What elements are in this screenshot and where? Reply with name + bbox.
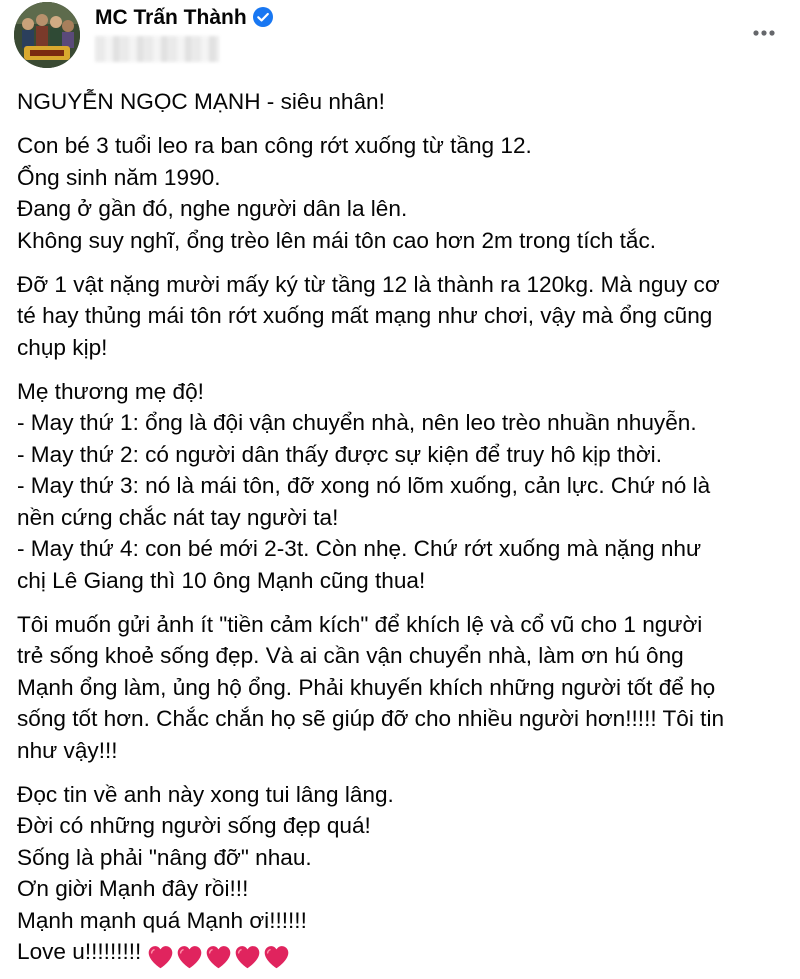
more-options-icon[interactable] xyxy=(752,24,776,42)
post-paragraph xyxy=(17,269,787,364)
more-options-button[interactable] xyxy=(746,18,782,48)
hearts-row xyxy=(147,940,292,972)
post-line: Sống là phải "nâng đỡ" nhau. xyxy=(17,844,312,870)
post-paragraph xyxy=(17,130,787,256)
post-paragraph xyxy=(17,779,787,972)
post-body xyxy=(17,86,787,972)
post-line: Đọc tin về anh này xong tui lâng lâng. xyxy=(17,781,394,807)
love-text: Love u!!!!!!!!! xyxy=(17,939,142,964)
post-line: NGUYỄN NGỌC MẠNH - siêu nhân! xyxy=(17,89,385,114)
post-line: té hay thủng mái tôn rớt xuống mất mạng như chơi, vậy mà ổng cũng xyxy=(17,303,713,328)
author-name[interactable] xyxy=(95,6,273,33)
post-line: Đỡ 1 vật nặng mười mấy ký từ tầng 12 là thành ra 120kg. Mà nguy cơ xyxy=(17,271,720,297)
post-line: sống tốt hơn. Chắc chắn họ sẽ giúp đỡ cho nhiều người hơn!!!!! Tôi tin xyxy=(17,706,725,731)
post-line: chụp kịp! xyxy=(17,334,108,360)
post-line: Tôi muốn gửi ảnh ít "tiền cảm kích" để khích lệ và cổ vũ cho 1 người xyxy=(17,611,703,637)
post-line: Mạnh mạnh quá Mạnh ơi!!!!!! xyxy=(17,907,307,933)
red-heart-icon xyxy=(176,944,203,970)
post-line: Mẹ thương mẹ độ! xyxy=(17,378,204,404)
post-meta-blurred xyxy=(95,36,219,62)
post-final-line xyxy=(17,936,787,972)
post-line: chị Lê Giang thì 10 ông Mạnh cũng thua! xyxy=(17,567,426,593)
post-line: như vậy!!! xyxy=(17,737,118,763)
author-name-text[interactable]: MC Trấn Thành xyxy=(95,6,247,29)
post-line: - May thứ 3: nó là mái tôn, đỡ xong nó lõm xuống, cản lực. Chứ nó là xyxy=(17,473,711,498)
avatar[interactable] xyxy=(14,2,80,68)
post-line: Ơn giời Mạnh đây rồi!!! xyxy=(17,876,249,901)
post-line: - May thứ 2: có người dân thấy được sự kiện để truy hô kịp thời. xyxy=(17,441,662,467)
post-paragraph xyxy=(17,86,787,118)
avatar-image xyxy=(14,2,80,68)
red-heart-icon xyxy=(234,944,261,970)
post-line: Đang ở gần đó, nghe người dân la lên. xyxy=(17,196,408,221)
post-line: nền cứng chắc nát tay người ta! xyxy=(17,504,339,530)
red-heart-icon xyxy=(263,944,290,970)
verified-badge-icon xyxy=(253,7,273,33)
red-heart-icon xyxy=(147,944,174,970)
post-line: Không suy nghĩ, ổng trèo lên mái tôn cao hơn 2m trong tích tắc. xyxy=(17,227,657,253)
post-line: Ổng sinh năm 1990. xyxy=(17,164,221,190)
post-line: - May thứ 1: ổng là đội vận chuyển nhà, nên leo trèo nhuần nhuyễn. xyxy=(17,410,697,435)
post-line: - May thứ 4: con bé mới 2-3t. Còn nhẹ. Chứ rớt xuống mà nặng như xyxy=(17,536,702,561)
post-paragraph xyxy=(17,609,787,767)
post-line: Đời có những người sống đẹp quá! xyxy=(17,813,371,838)
post-paragraph xyxy=(17,376,787,597)
post-line: Mạnh ổng làm, ủng hộ ổng. Phải khuyến khích những người tốt để họ xyxy=(17,674,716,700)
post-line: Con bé 3 tuổi leo ra ban công rớt xuống từ tầng 12. xyxy=(17,133,532,158)
post-line: trẻ sống khoẻ sống đẹp. Và ai cần vận chuyển nhà, làm ơn hú ông xyxy=(17,643,684,668)
red-heart-icon xyxy=(205,944,232,970)
post-header xyxy=(14,2,786,72)
